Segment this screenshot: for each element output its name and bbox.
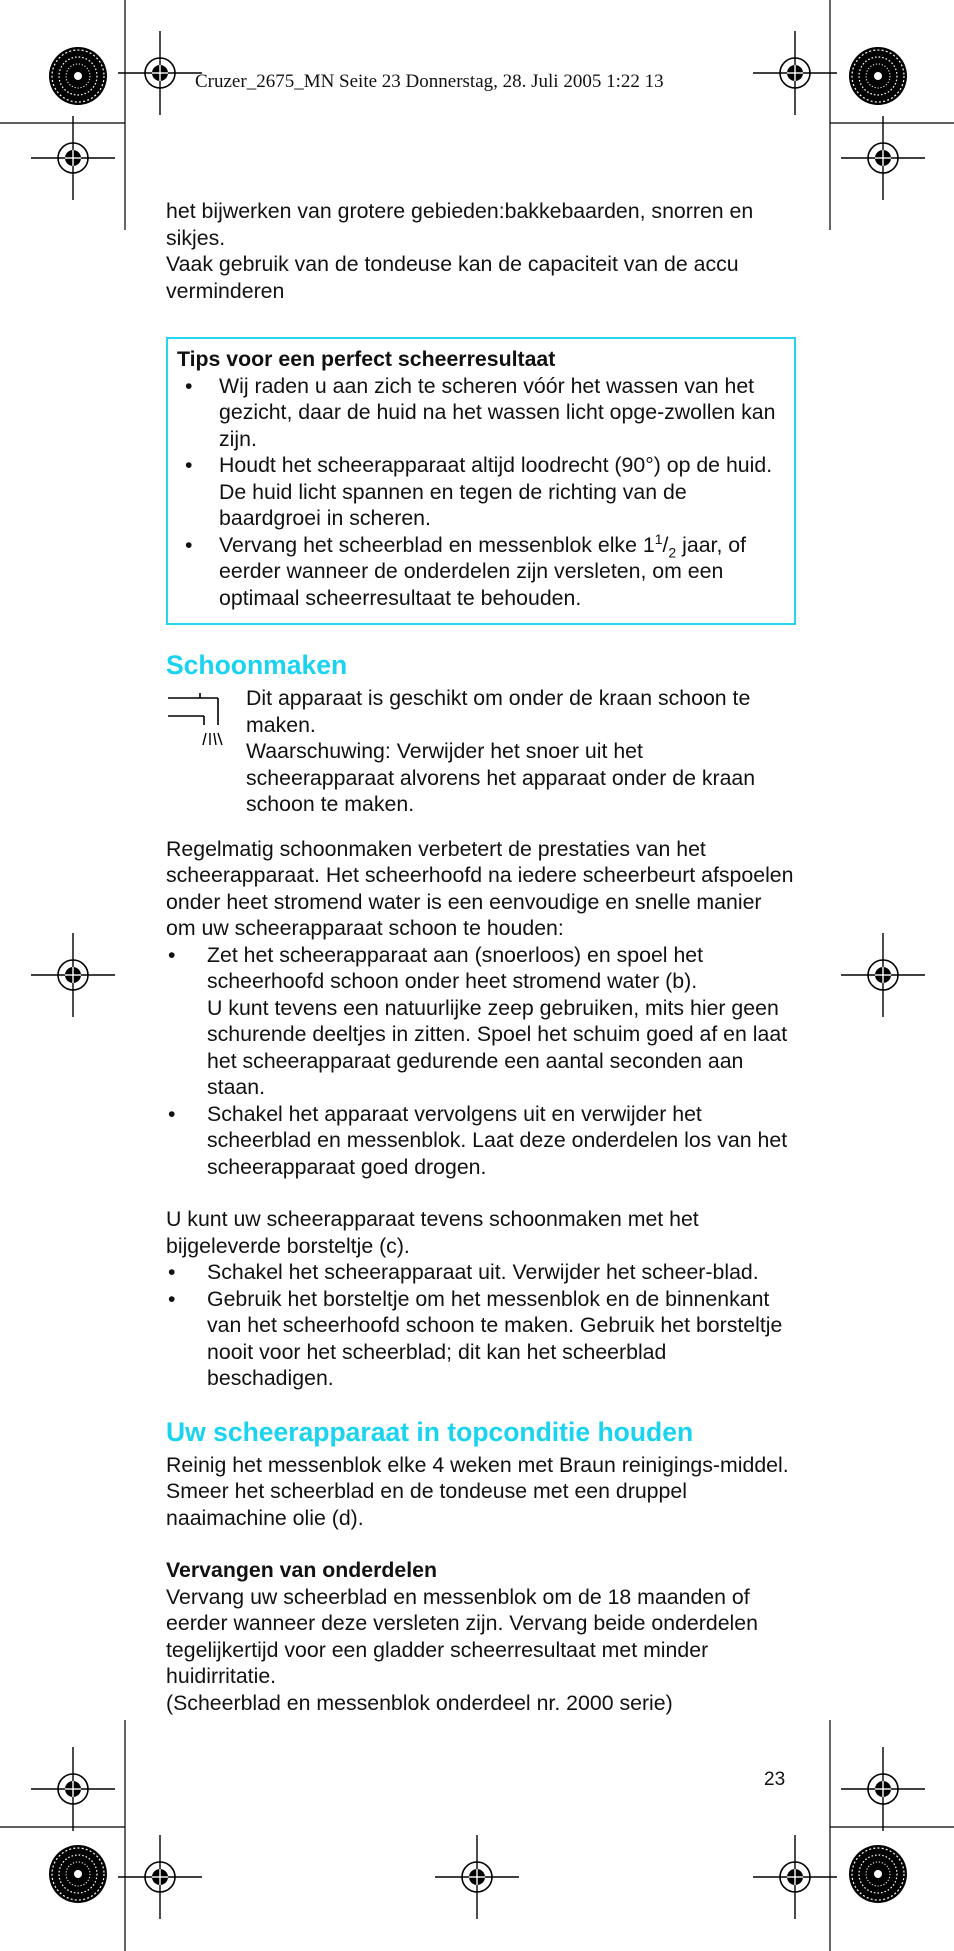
list-item	[166, 1286, 796, 1392]
warning-text: Waarschuwing: Verwijder het snoer uit het scheerapparaat alvorens het apparaat onder de kraan schoon te maken.	[246, 739, 756, 816]
tip-text: Vervang het scheerblad en messenblok elke 1	[219, 532, 655, 557]
tip-text: jaar, of eerder wanneer de onderdelen zijn versleten, om een optimaal scheerresultaat te behouden.	[219, 532, 747, 610]
list-item	[177, 373, 785, 453]
step-text: Schakel het apparaat vervolgens uit en verwijder het scheerblad en messenblok. Laat deze onderdelen los van het scheerapparaat goed drogen.	[207, 1101, 788, 1179]
subheading-replace-parts: Vervangen van onderdelen	[166, 1558, 438, 1582]
tips-list	[177, 373, 785, 612]
step-text: Gebruik het borsteltje om het messenblok en de binnenkant van het scheerhoofd schoon te maken. Gebruik het borsteltje nooit voor het scheerblad; dit kan het scheerblad beschadigen.	[207, 1286, 783, 1390]
brush-steps	[166, 1259, 796, 1392]
tap-note-text: Dit apparaat is geschikt om onder de kraan schoon te maken.	[246, 686, 751, 737]
fraction-denominator: 2	[668, 543, 677, 560]
bullet: •	[185, 453, 193, 477]
step-text: Zet het scheerapparaat aan (snoerloos) en spoel het scheerhoofd schoon onder heet stromend water (b).	[207, 942, 704, 993]
page-content	[166, 198, 796, 1716]
bullet: •	[168, 942, 176, 967]
fraction-numerator: 1	[654, 530, 663, 547]
section-heading-cleaning: Schoonmaken	[166, 650, 348, 680]
cleaning-steps	[166, 942, 796, 1181]
list-item	[166, 1259, 796, 1286]
bullet: •	[185, 532, 193, 557]
tips-title: Tips voor een perfect scheerresultaat	[177, 347, 556, 371]
list-item	[177, 452, 785, 532]
bullet: •	[185, 373, 193, 398]
print-slug-line: Cruzer_2675_MN Seite 23 Donnerstag, 28. Juli 2005 1:22 13	[195, 71, 664, 92]
tap-water-icon	[166, 693, 230, 755]
tips-box	[166, 337, 796, 625]
maintenance-paragraph: Reinig het messenblok elke 4 weken met Braun reinigings-middel. Smeer het scheerblad en de tondeuse met een druppel naaimachine olie (d).	[166, 1452, 789, 1530]
bullet: •	[168, 1260, 176, 1284]
list-item	[177, 532, 785, 612]
step-text: Schakel het scheerapparaat uit. Verwijder het scheer-blad.	[207, 1260, 759, 1284]
fraction-slash: /	[662, 532, 669, 557]
step-extra-text: U kunt tevens een natuurlijke zeep gebruiken, mits hier geen schurende deeltjes in zitten. Spoel het schuim goed af en laat het scheerapparaat gedurende een aantal seconden aan staan.	[207, 995, 788, 1099]
list-item	[166, 1101, 796, 1181]
cleaning-paragraph: Regelmatig schoonmaken verbetert de prestaties van het scheerapparaat. Het scheerhoofd na iedere scheerbeurt afspoelen onder heet stromend water is een eenvoudige en snelle manier om uw scheerapparaat schoon te houden:	[166, 836, 794, 940]
intro-text-1: het bijwerken van grotere gebieden:bakkebaarden, snorren en sikjes.	[166, 199, 754, 250]
brush-paragraph: U kunt uw scheerapparaat tevens schoonmaken met het bijgeleverde borsteltje (c).	[166, 1207, 699, 1258]
section-heading-maintenance: Uw scheerapparaat in topconditie houden	[166, 1416, 694, 1447]
page-number: 23	[764, 1769, 786, 1790]
replace-parts-text: Vervang uw scheerblad en messenblok om de 18 maanden of eerder wanneer deze versleten zijn. Vervang beide onderdelen tegelijkertijd voor een gladder scheerresultaat met minder huidirritatie.	[166, 1584, 758, 1688]
part-number-text: (Scheerblad en messenblok onderdeel nr. 2000 serie)	[166, 1690, 673, 1715]
tap-note	[166, 685, 796, 818]
bullet: •	[168, 1101, 176, 1126]
tip-text: Houdt het scheerapparaat altijd loodrecht (90°) op de huid. De huid licht spannen en tegen de richting van de baardgroei in scheren.	[219, 453, 773, 530]
intro-text-2: Vaak gebruik van de tondeuse kan de capaciteit van de accu verminderen	[166, 252, 739, 303]
list-item	[166, 942, 796, 1101]
bullet: •	[168, 1286, 176, 1311]
tip-text: Wij raden u aan zich te scheren vóór het wassen van het gezicht, daar de huid na het wassen licht opge-zwollen kan zijn.	[219, 373, 776, 451]
